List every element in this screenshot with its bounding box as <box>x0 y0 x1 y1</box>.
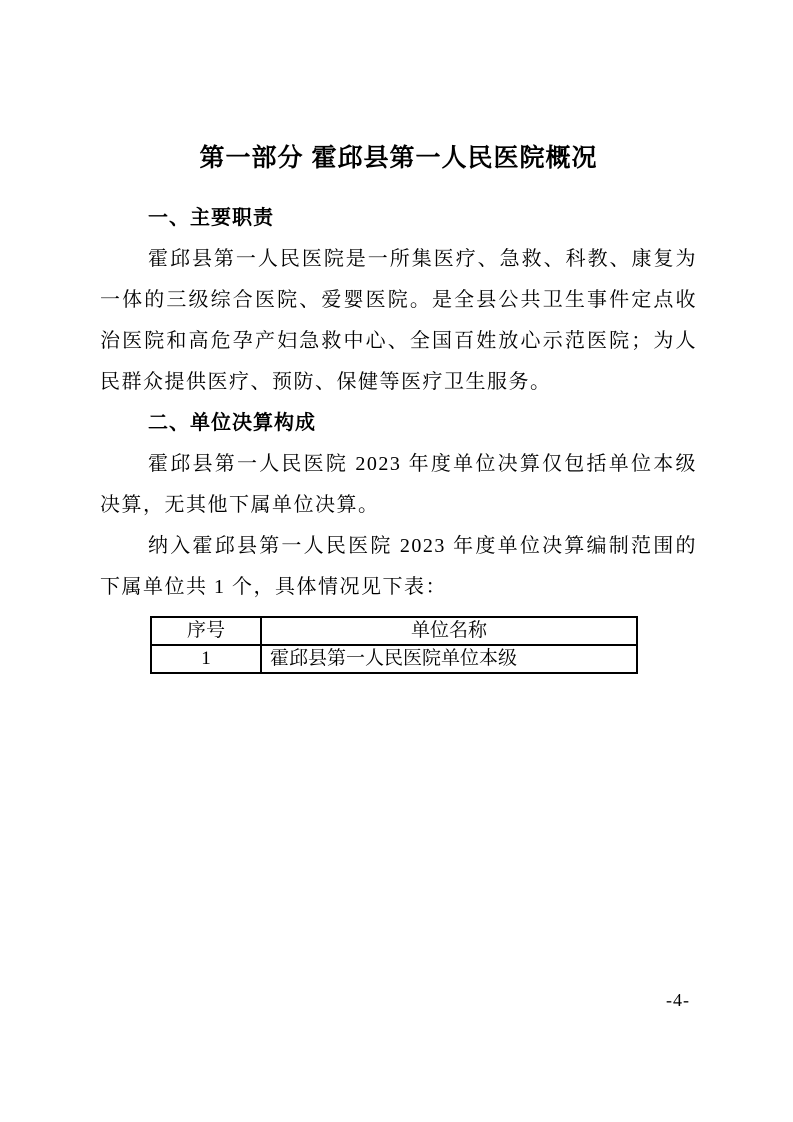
section-2-paragraph-1: 霍邱县第一人民医院 2023 年度单位决算仅包括单位本级决算，无其他下属单位决算。 <box>100 453 697 516</box>
table-cell-index: 1 <box>151 645 261 673</box>
section-1-paragraph-1: 霍邱县第一人民医院是一所集医疗、急救、科教、康复为一体的三级综合医院、爱婴医院。是全县公共卫生事件定点收治医院和高危孕产妇急救中心、全国百姓放心示范医院；为人民群众提供医疗、预防、保健等医疗卫生服务。 <box>100 248 697 393</box>
table-header-row <box>151 617 637 645</box>
section-1-heading: 一、主要职责 <box>148 207 274 229</box>
table-header-unit-name: 单位名称 <box>261 617 637 645</box>
subordinate-units-table <box>150 616 638 674</box>
table-row <box>151 645 637 673</box>
table-header-index: 序号 <box>151 617 261 645</box>
page-number: -4- <box>666 990 690 1010</box>
page-title: 第一部分 霍邱县第一人民医院概况 <box>199 144 598 172</box>
section-2-heading: 二、单位决算构成 <box>148 412 316 434</box>
table-cell-unit-name: 霍邱县第一人民医院单位本级 <box>261 645 637 673</box>
section-2-paragraph-2: 纳入霍邱县第一人民医院 2023 年度单位决算编制范围的下属单位共 1 个，具体情况见下表： <box>100 535 697 598</box>
